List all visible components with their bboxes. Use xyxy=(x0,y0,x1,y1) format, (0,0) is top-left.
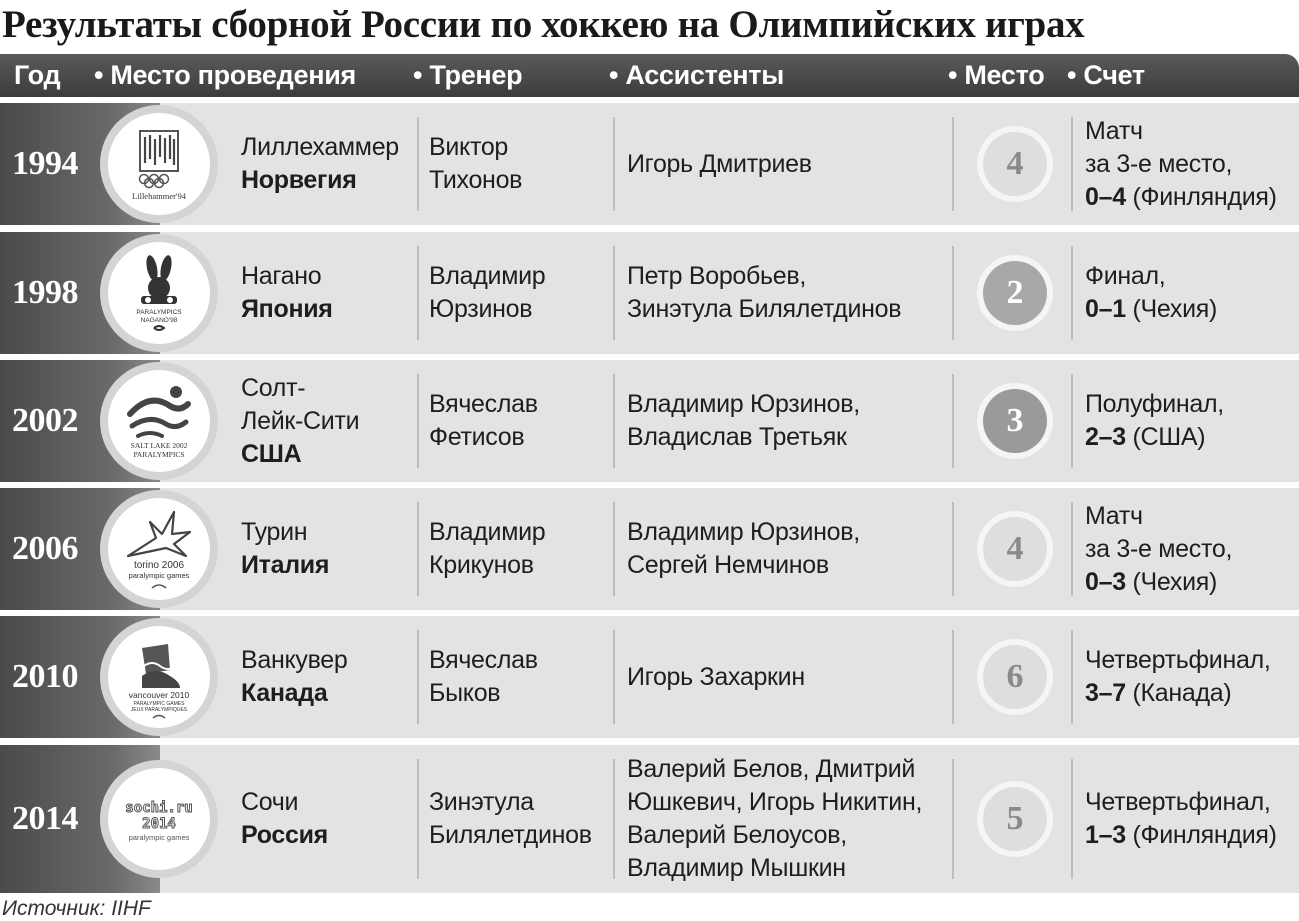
logo-text: PARALYMPICS xyxy=(136,309,182,316)
coach-line: Фетисов xyxy=(429,423,525,451)
city: Лейк-Сити xyxy=(241,406,360,435)
place-badge: 6 xyxy=(983,645,1047,709)
city: Ванкувер xyxy=(241,646,348,674)
score-cell xyxy=(1085,488,1232,610)
sochi-2014-logo xyxy=(108,768,210,870)
score-value: 0–1 xyxy=(1085,295,1126,323)
year-cell: 2014 xyxy=(12,800,78,837)
score-cell xyxy=(1085,232,1217,354)
score-value: 3–7 xyxy=(1085,679,1126,707)
header-assistants: • Ассистенты xyxy=(609,60,784,90)
assistant-line: Зинэтула Билялетдинов xyxy=(627,295,902,323)
coach-line: Тихонов xyxy=(429,166,523,194)
opponent: (Чехия) xyxy=(1132,295,1218,323)
assistant-line: Игорь Дмитриев xyxy=(627,149,812,178)
assistant-line: Владислав Третьяк xyxy=(627,423,847,451)
header-year: Год xyxy=(14,60,61,90)
place-badge: 4 xyxy=(983,132,1047,196)
table-header xyxy=(0,54,1299,97)
page-title: Результаты сборной России по хоккею на Олимпийских играх xyxy=(2,3,1085,46)
logo-text: SALT LAKE 2002 xyxy=(130,441,188,450)
nagano-98-logo xyxy=(108,242,210,344)
assistant-line: Сергей Немчинов xyxy=(627,551,829,579)
place-badge: 4 xyxy=(983,517,1047,581)
score-line: Четвертьфинал, xyxy=(1085,788,1271,816)
place-badge: 5 xyxy=(983,787,1047,851)
score-line: Матч xyxy=(1085,116,1143,145)
coach-cell xyxy=(429,745,592,893)
score-line: Четвертьфинал, xyxy=(1085,646,1271,674)
year-cell: 2006 xyxy=(12,530,78,567)
salt-lake-2002-logo xyxy=(108,370,210,472)
city: Солт- xyxy=(241,373,306,402)
assistant-line: Игорь Захаркин xyxy=(627,662,805,691)
table-row xyxy=(0,616,1299,738)
score-line: Матч xyxy=(1085,501,1143,530)
coach-cell xyxy=(429,360,538,482)
table-row xyxy=(0,232,1299,354)
logo-text: JEUX PARALYMPIQUES xyxy=(130,707,188,713)
coach-line: Вячеслав xyxy=(429,390,538,418)
table-row xyxy=(0,103,1299,225)
assistant-line: Валерий Белов, Дмитрий xyxy=(627,755,916,783)
place-badge: 3 xyxy=(983,389,1047,453)
coach-line: Виктор xyxy=(429,133,509,161)
coach-cell xyxy=(429,103,522,225)
score-value: 0–4 xyxy=(1085,182,1126,211)
score-line: за 3-е место, xyxy=(1085,534,1233,563)
coach-line: Юрзинов xyxy=(429,295,533,323)
assistants-cell xyxy=(627,616,805,738)
logo-text: paralympic games xyxy=(128,571,190,580)
score-line: за 3-е место, xyxy=(1085,149,1233,178)
country: США xyxy=(241,439,302,468)
score-cell xyxy=(1085,103,1277,225)
assistants-cell xyxy=(627,488,860,610)
opponent: (Чехия) xyxy=(1132,567,1218,596)
assistant-line: Владимир Юрзинов, xyxy=(627,518,860,546)
score-cell xyxy=(1085,360,1224,482)
country: Япония xyxy=(241,295,333,323)
city: Нагано xyxy=(241,262,322,290)
coach-line: Владимир xyxy=(429,262,546,290)
city: Лиллехаммер xyxy=(241,133,399,161)
coach-line: Билялетдинов xyxy=(429,821,592,849)
coach-cell xyxy=(429,488,545,610)
assistant-line: Валерий Белоусов, xyxy=(627,821,847,849)
place-badge: 2 xyxy=(983,261,1047,325)
assistants-cell xyxy=(627,745,922,893)
table-row xyxy=(0,488,1299,610)
score-line: Полуфинал, xyxy=(1085,390,1224,418)
assistant-line: Владимир Юрзинов, xyxy=(627,390,860,418)
coach-cell xyxy=(429,616,538,738)
city: Сочи xyxy=(241,788,299,816)
opponent: (США) xyxy=(1132,423,1206,451)
assistants-cell xyxy=(627,232,901,354)
score-value: 2–3 xyxy=(1085,423,1126,451)
score-line: Финал, xyxy=(1085,262,1166,290)
venue-cell xyxy=(241,488,329,610)
logo-text: Lillehammer'94 xyxy=(132,191,186,201)
assistant-line: Петр Воробьев, xyxy=(627,262,807,290)
year-cell: 1994 xyxy=(12,145,78,182)
assistants-cell xyxy=(627,360,860,482)
year-cell: 1998 xyxy=(12,274,78,311)
table-row xyxy=(0,745,1299,893)
coach-line: Владимир xyxy=(429,518,546,546)
opponent: (Финляндия) xyxy=(1132,821,1277,849)
logo-text: sochi.ru xyxy=(125,800,193,816)
logo-text: paralympic games xyxy=(128,833,190,842)
opponent: (Канада) xyxy=(1132,679,1232,707)
venue-cell xyxy=(241,232,333,354)
venue-cell xyxy=(241,616,348,738)
score-value: 0–3 xyxy=(1085,567,1126,596)
header-place: • Место xyxy=(948,60,1045,90)
source-note: Источник: IIHF xyxy=(2,897,151,920)
coach-line: Зинэтула xyxy=(429,788,534,816)
score-cell xyxy=(1085,616,1271,738)
year-cell: 2010 xyxy=(12,658,78,695)
logo-text: NAGANO'98 xyxy=(140,317,178,324)
header-score: • Счет xyxy=(1067,60,1145,90)
coach-line: Вячеслав xyxy=(429,646,538,674)
logo-text: PARALYMPIC GAMES xyxy=(133,701,185,707)
score-value: 1–3 xyxy=(1085,821,1126,849)
score-cell xyxy=(1085,745,1277,893)
logo-text: vancouver 2010 xyxy=(128,690,190,700)
opponent: (Финляндия) xyxy=(1132,182,1277,211)
city: Турин xyxy=(241,518,308,546)
venue-cell xyxy=(241,103,399,225)
venue-cell xyxy=(241,745,328,893)
assistants-cell xyxy=(627,103,812,225)
assistant-line: Владимир Мышкин xyxy=(627,854,846,882)
logo-text: torino 2006 xyxy=(133,560,185,571)
logo-text: 2014 xyxy=(142,816,176,832)
country: Россия xyxy=(241,821,328,849)
torino-2006-logo xyxy=(108,498,210,600)
coach-line: Быков xyxy=(429,679,501,707)
table-row xyxy=(0,360,1299,482)
venue-cell xyxy=(241,360,359,482)
country: Италия xyxy=(241,551,330,579)
lillehammer-94-logo xyxy=(108,113,210,215)
assistant-line: Юшкевич, Игорь Никитин, xyxy=(627,788,923,816)
year-cell: 2002 xyxy=(12,402,78,439)
coach-cell xyxy=(429,232,545,354)
country: Норвегия xyxy=(241,166,357,194)
country: Канада xyxy=(241,679,328,707)
header-venue: • Место проведения xyxy=(94,60,356,90)
coach-line: Крикунов xyxy=(429,551,534,579)
vancouver-2010-logo xyxy=(108,626,210,728)
header-coach: • Тренер xyxy=(413,60,523,90)
logo-text: PARALYMPICS xyxy=(133,450,185,459)
